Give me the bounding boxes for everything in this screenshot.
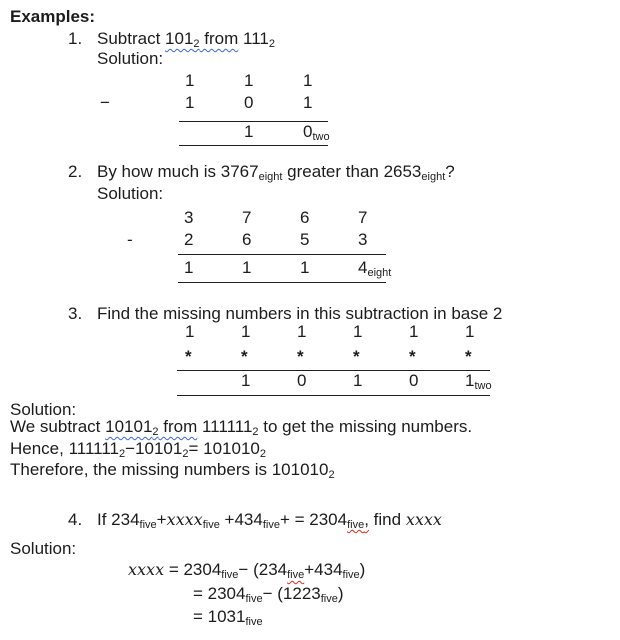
equation-segment: = 2304 bbox=[164, 560, 222, 579]
base-subscript: eight bbox=[421, 171, 446, 183]
example-item-4 bbox=[68, 510, 442, 532]
result-row bbox=[184, 258, 416, 280]
base-subscript: 2 bbox=[252, 426, 259, 438]
minus-sign: - bbox=[127, 230, 133, 249]
subtrahend-row bbox=[185, 93, 362, 113]
base-subscript: five bbox=[245, 593, 263, 605]
text-segment: Hence, 111111 bbox=[10, 439, 120, 458]
base-subscript: five bbox=[342, 569, 360, 581]
base-subscript: eight bbox=[258, 171, 283, 183]
digit: 1 bbox=[185, 71, 195, 90]
base-subscript: five bbox=[139, 519, 157, 531]
equation-segment: +434 bbox=[304, 560, 343, 579]
math-variable: xxxx bbox=[405, 510, 442, 529]
item-number: 3. bbox=[68, 304, 83, 323]
solution-label: Solution: bbox=[97, 184, 164, 203]
bottom-line bbox=[177, 395, 490, 396]
digit: 0 bbox=[297, 371, 307, 390]
question-segment: ? bbox=[445, 162, 455, 181]
question-text bbox=[97, 162, 455, 181]
question-segment: find bbox=[368, 510, 406, 529]
question-segment: If 234 bbox=[97, 510, 140, 529]
equation-segment: ) bbox=[337, 584, 344, 603]
equation-segment: = 2304 bbox=[193, 584, 246, 603]
result-row bbox=[241, 371, 521, 393]
digit: 1 bbox=[244, 122, 254, 141]
digit: 1 bbox=[244, 71, 254, 90]
digit: 1 bbox=[353, 322, 363, 341]
digit: 1 bbox=[353, 371, 363, 390]
asterisk-placeholder: * bbox=[241, 347, 248, 366]
solution-label: Solution: bbox=[10, 400, 77, 419]
digit: 1 bbox=[242, 258, 252, 277]
asterisk-placeholder: * bbox=[465, 347, 472, 366]
text-segment: from bbox=[158, 417, 198, 436]
base-subscript: eight bbox=[367, 267, 392, 279]
asterisk-placeholder: * bbox=[297, 347, 304, 366]
digit: 1 bbox=[409, 322, 419, 341]
example-item-1 bbox=[68, 29, 275, 51]
bottom-line bbox=[178, 282, 386, 283]
grammar-squiggle-segment bbox=[105, 417, 197, 436]
digit-value: 4 bbox=[358, 258, 368, 277]
question-segment: By how much is 3767 bbox=[97, 162, 259, 181]
digit: 5 bbox=[300, 230, 310, 249]
equation-segment: − (1223 bbox=[262, 584, 321, 603]
equation-segment: − (234 bbox=[238, 560, 288, 579]
digit: 1 bbox=[465, 322, 475, 341]
grammar-squiggle-segment bbox=[165, 29, 238, 48]
question-segment: +434 bbox=[219, 510, 263, 529]
solution-label: Solution: bbox=[97, 49, 164, 68]
digit bbox=[303, 122, 362, 144]
solution-line-2 bbox=[10, 439, 266, 461]
minuend-row bbox=[185, 322, 521, 342]
digit: 7 bbox=[358, 208, 368, 227]
number-value: 10101 bbox=[105, 417, 153, 436]
question-segment: + bbox=[156, 510, 167, 529]
digit: 3 bbox=[358, 230, 368, 249]
question-segment: Subtract bbox=[97, 29, 166, 48]
question-text bbox=[97, 29, 275, 48]
base-subscript: 2 bbox=[182, 448, 189, 460]
example-item-3 bbox=[68, 304, 502, 324]
digit: 1 bbox=[300, 258, 310, 277]
comma: , bbox=[364, 510, 369, 529]
digit: 1 bbox=[184, 258, 194, 277]
subtrahend-row bbox=[184, 230, 416, 250]
base-subscript: five bbox=[202, 519, 220, 531]
digit: 0 bbox=[244, 93, 254, 112]
digit: 1 bbox=[241, 322, 251, 341]
spelling-squiggle-segment bbox=[347, 510, 369, 529]
text-segment: Therefore, the missing numbers is 101010 bbox=[10, 460, 329, 479]
text-segment: −10101 bbox=[125, 439, 183, 458]
item-number: 4. bbox=[68, 510, 83, 529]
asterisk-placeholder: * bbox=[185, 347, 192, 366]
bottom-line bbox=[179, 145, 328, 146]
text-segment: We subtract bbox=[10, 417, 106, 436]
item-number: 1. bbox=[68, 29, 83, 48]
question-segment: + = 2304 bbox=[279, 510, 348, 529]
text-segment: = 101010 bbox=[188, 439, 260, 458]
number-value: 101 bbox=[165, 29, 194, 48]
base-subscript: five bbox=[221, 569, 239, 581]
base-subscript: 2 bbox=[268, 38, 275, 50]
math-variable: xxxx bbox=[128, 560, 165, 579]
digit: 1 bbox=[303, 71, 313, 90]
base-subscript: 2 bbox=[259, 448, 266, 460]
digit: 0 bbox=[409, 371, 419, 390]
question-segment: greater than 2653 bbox=[282, 162, 422, 181]
digit: 1 bbox=[297, 322, 307, 341]
digit: 1 bbox=[303, 93, 313, 112]
number-value: 111111 bbox=[197, 417, 253, 436]
digit: 3 bbox=[184, 208, 194, 227]
solution-line-3 bbox=[10, 460, 335, 482]
example-item-2 bbox=[68, 162, 455, 184]
digit: 7 bbox=[242, 208, 252, 227]
base-subscript: 2 bbox=[193, 38, 200, 50]
spelling-squiggle-subscript: five bbox=[287, 569, 305, 581]
digit: 1 bbox=[185, 93, 195, 112]
question-segment: from bbox=[199, 29, 239, 48]
text-segment: to get the missing numbers. bbox=[258, 417, 473, 436]
question-text bbox=[97, 510, 442, 529]
solution-label: Solution: bbox=[10, 539, 77, 558]
base-subscript: five bbox=[262, 519, 280, 531]
digit-value: 0 bbox=[303, 122, 313, 141]
number-value: 111 bbox=[238, 29, 269, 48]
asterisk-placeholder: * bbox=[409, 347, 416, 366]
equation-line-1 bbox=[128, 560, 365, 582]
base-subscript: two bbox=[474, 380, 492, 392]
result-row bbox=[244, 122, 362, 144]
equation-line-3 bbox=[193, 607, 263, 629]
base-subscript: five bbox=[320, 593, 338, 605]
base-subscript: five bbox=[245, 616, 263, 628]
question-text: Find the missing numbers in this subtraction in base 2 bbox=[97, 304, 503, 323]
missing-digits-row bbox=[185, 344, 521, 364]
solution-line-1 bbox=[10, 417, 472, 439]
digit: 6 bbox=[242, 230, 252, 249]
equation-segment: = 1031 bbox=[193, 607, 246, 626]
equation-line-2 bbox=[193, 584, 344, 606]
base-subscript: 2 bbox=[152, 426, 159, 438]
base-subscript: five bbox=[347, 519, 365, 531]
math-variable: xxxx bbox=[166, 510, 203, 529]
digit-value: 1 bbox=[465, 371, 475, 390]
digit: 1 bbox=[185, 322, 195, 341]
sum-line bbox=[178, 254, 386, 255]
base-subscript: 2 bbox=[119, 448, 126, 460]
equation-segment: ) bbox=[359, 560, 366, 579]
digit bbox=[358, 258, 416, 280]
digit: 1 bbox=[241, 371, 251, 390]
minuend-row bbox=[185, 71, 362, 91]
digit: 2 bbox=[184, 230, 194, 249]
asterisk-placeholder: * bbox=[353, 347, 360, 366]
base-subscript: two bbox=[312, 131, 330, 143]
minus-sign: − bbox=[100, 93, 110, 112]
minuend-row bbox=[184, 208, 416, 228]
examples-heading: Examples: bbox=[10, 7, 96, 26]
base-subscript: 2 bbox=[328, 469, 335, 481]
item-number: 2. bbox=[68, 162, 83, 181]
digit bbox=[465, 371, 521, 393]
digit: 6 bbox=[300, 208, 310, 227]
